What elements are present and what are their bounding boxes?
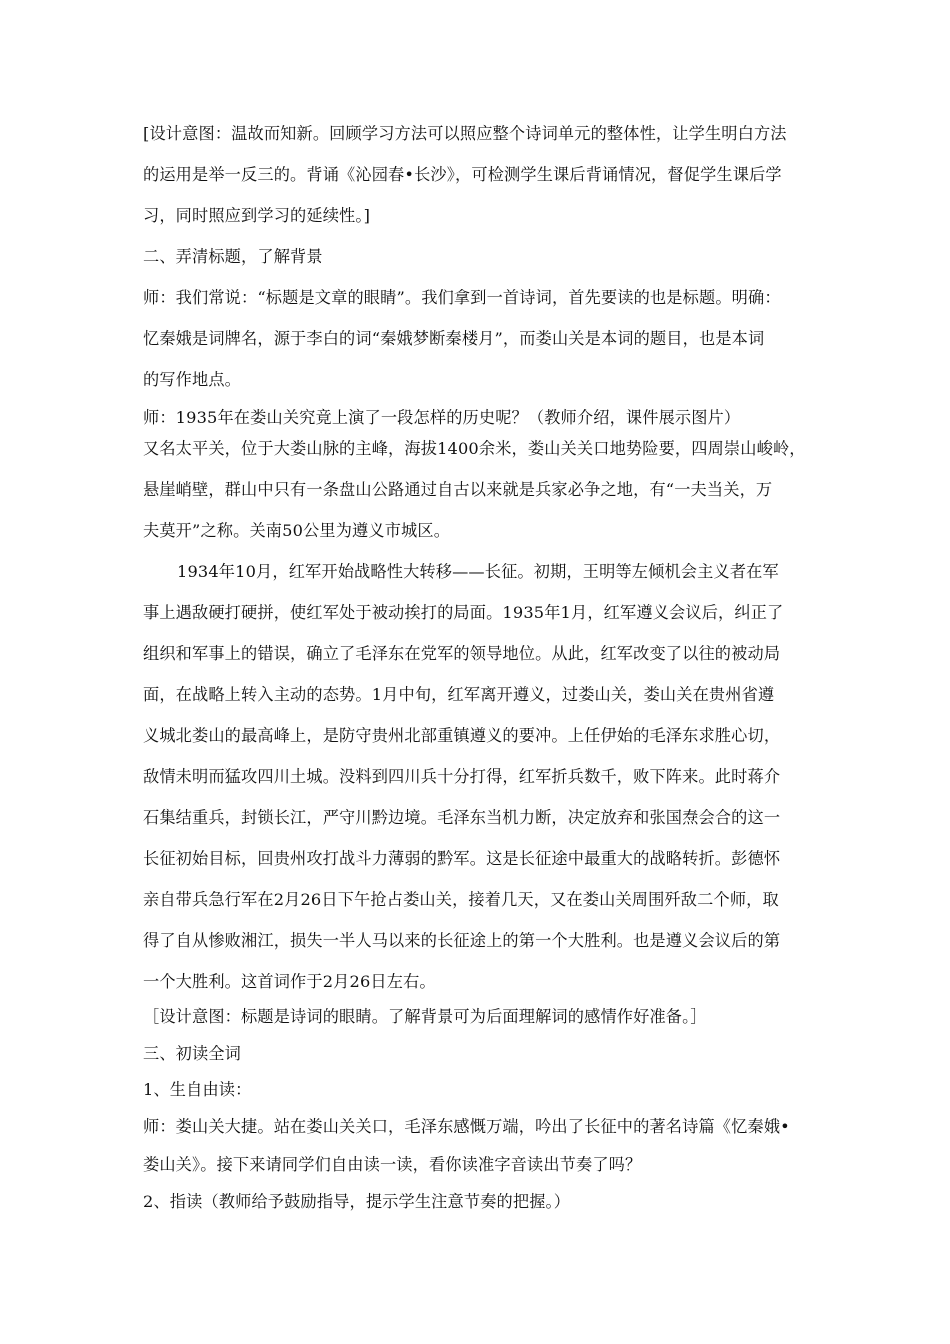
design-intent-line-1: [设计意图：温故而知新。回顾学习方法可以照应整个诗词单元的整体性，让学生明白方法 (143, 124, 787, 143)
history-paragraph-line: 一个大胜利。这首词作于2月26日左右。 (143, 972, 436, 991)
history-paragraph-line: 长征初始目标，回贵州攻打战斗力薄弱的黔军。这是长征途中最重大的战略转折。彭德怀 (143, 849, 781, 868)
paragraph-line: 师：娄山关大捷。站在娄山关关口，毛泽东感慨万端，吟出了长征中的著名诗篇《忆秦娥• (143, 1117, 790, 1136)
history-paragraph-line: 亲自带兵急行军在2月26日下午抢占娄山关，接着几天，又在娄山关周围歼敌二个师，取 (143, 890, 779, 909)
section-heading-2: 二、弄清标题，了解背景 (143, 247, 323, 266)
paragraph-line: 娄山关》。接下来请同学们自由读一读，看你读准字音读出节奏了吗？ (143, 1155, 642, 1174)
paragraph-line: 又名太平关，位于大娄山脉的主峰，海拔1400余米，娄山关关口地势险要，四周崇山峻岭， (143, 439, 806, 458)
history-paragraph-line: 义城北娄山的最高峰上，是防守贵州北部重镇遵义的要冲。上任伊始的毛泽东求胜心切， (143, 726, 781, 745)
paragraph-line: 师：我们常说：“标题是文章的眼睛”。我们拿到一首诗词，首先要读的也是标题。明确： (143, 288, 781, 307)
step-heading-2: 2、指读（教师给予鼓励指导，提示学生注意节奏的把握。） (143, 1192, 571, 1211)
step-heading-1: 1、生自由读： (143, 1080, 252, 1099)
history-paragraph-line: 面，在战略上转入主动的态势。1月中旬，红军离开遵义，过娄山关，娄山关在贵州省遵 (143, 685, 775, 704)
paragraph-line: 的写作地点。 (143, 370, 242, 389)
design-intent-line-2: 的运用是举一反三的。背诵《沁园春•长沙》，可检测学生课后背诵情况，督促学生课后学 (143, 165, 782, 184)
paragraph-line: 悬崖峭壁，群山中只有一条盘山公路通过自古以来就是兵家必争之地，有“一夫当关，万 (143, 480, 773, 499)
history-paragraph-line: 得了自从惨败湘江，损失一半人马以来的长征途上的第一个大胜利。也是遵义会议后的第 (143, 931, 781, 950)
history-paragraph-line: 石集结重兵，封锁长江，严守川黔边境。毛泽东当机力断，决定放弃和张国焘会合的这一 (143, 808, 781, 827)
history-paragraph-line: 事上遇敌硬打硬拼，使红军处于被动挨打的局面。1935年1月，红军遵义会议后，纠正了 (143, 603, 784, 622)
design-intent-line-3: 习，同时照应到学习的延续性。] (143, 206, 371, 225)
paragraph-line: 夫莫开”之称。关南50公里为遵义市城区。 (143, 521, 451, 540)
paragraph-line: 忆秦娥是词牌名，源于李白的词“秦娥梦断秦楼月”，而娄山关是本词的题目，也是本词 (143, 329, 765, 348)
section-heading-3: 三、初读全词 (143, 1044, 242, 1063)
design-intent-line: ［设计意图：标题是诗词的眼睛。了解背景可为后面理解词的感情作好准备。］ (143, 1007, 707, 1026)
paragraph-line: 师：1935年在娄山关究竟上演了一段怎样的历史呢？（教师介绍，课件展示图片） (143, 408, 741, 427)
history-paragraph-line: 1934年10月，红军开始战略性大转移——长征。初期，王明等左倾机会主义者在军 (177, 562, 779, 581)
history-paragraph-line: 组织和军事上的错误，确立了毛泽东在党军的领导地位。从此，红军改变了以往的被动局 (143, 644, 781, 663)
history-paragraph-line: 敌情未明而猛攻四川土城。没料到四川兵十分打得，红军折兵数千，败下阵来。此时蒋介 (143, 767, 781, 786)
